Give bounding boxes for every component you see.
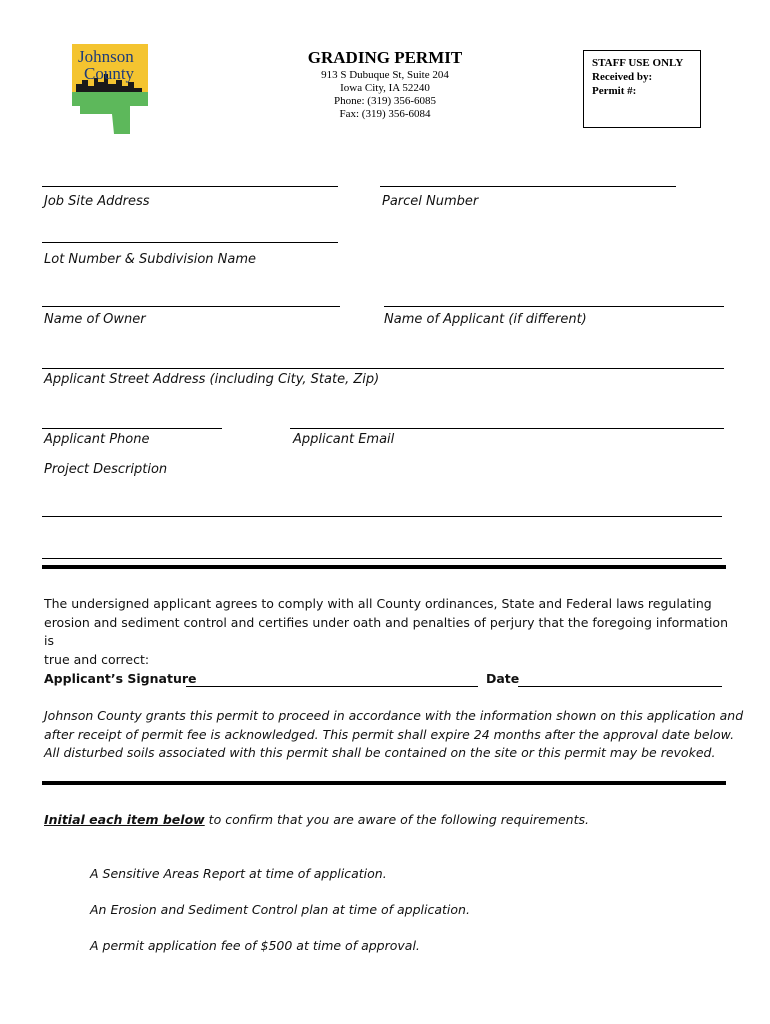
date-line[interactable] [518,686,722,687]
applicant-name-label: Name of Applicant (if different) [384,312,587,327]
fax-number: Fax: (319) 356-6084 [339,108,431,120]
permit-number-label: Permit #: [592,85,637,97]
applicant-address-line[interactable] [42,368,724,369]
page-title: GRADING PERMIT [307,48,463,67]
section-divider-2 [42,781,726,785]
project-description-label: Project Description [44,462,168,477]
project-description-line-1[interactable] [42,516,722,517]
grant-line-3: All disturbed soils associated with this permit shall be contained on the site or this permit may be revoked. [44,745,716,760]
signature-label: Applicant’s Signature [44,671,197,686]
grant-line-1: Johnson County grants this permit to proceed in accordance with the information shown on this application and [44,708,744,723]
section-divider [42,565,726,569]
date-label: Date [486,671,520,686]
requirement-item: A permit application fee of $500 at time of approval. [90,938,420,953]
staff-use-box [583,50,701,128]
parcel-number-line[interactable] [380,186,676,187]
signature-line[interactable] [186,686,478,687]
applicant-name-line[interactable] [384,306,724,307]
agreement-line-2: erosion and sediment control and certifies under oath and penalties of perjury that the foregoing information is [44,614,728,648]
lot-subdivision-line[interactable] [42,242,338,243]
grant-line-2: after receipt of permit fee is acknowledged. This permit shall expire 24 months after the approval date below. [44,726,735,742]
johnson-county-logo [72,44,148,134]
applicant-address-label: Applicant Street Address (including City, State, Zip) [44,372,380,387]
staff-use-title: STAFF USE ONLY [592,57,684,69]
job-site-address-label: Job Site Address [44,194,150,209]
applicant-email-line[interactable] [290,428,724,429]
requirement-item: An Erosion and Sediment Control plan at time of application. [90,902,470,917]
applicant-email-label: Applicant Email [293,432,395,447]
requirements-intro [44,811,589,830]
requirements-intro-rest: to confirm that you are aware of the following requirements. [204,812,589,827]
agreement-text [44,595,734,669]
requirement-item: A Sensitive Areas Report at time of application. [90,866,387,881]
phone-number: Phone: (319) 356-6085 [333,95,437,107]
applicant-phone-line[interactable] [42,428,222,429]
parcel-number-label: Parcel Number [382,194,479,209]
applicant-phone-label: Applicant Phone [44,432,150,447]
agreement-line-3: true and correct: [44,651,150,667]
owner-name-label: Name of Owner [44,312,146,327]
logo-line2: County [84,64,135,83]
job-site-address-line[interactable] [42,186,338,187]
agreement-line-1: The undersigned applicant agrees to comply with all County ordinances, State and Federal laws regulating [44,596,712,611]
requirements-intro-bold: Initial each item below [44,812,205,827]
lot-subdivision-label: Lot Number & Subdivision Name [44,252,257,267]
grant-text [44,707,744,763]
address-line-2: Iowa City, IA 52240 [340,82,430,94]
project-description-line-2[interactable] [42,558,722,559]
received-by-label: Received by: [592,71,653,83]
logo-line1: Johnson [78,47,134,66]
address-line-1: 913 S Dubuque St, Suite 204 [321,69,449,81]
owner-name-line[interactable] [42,306,340,307]
